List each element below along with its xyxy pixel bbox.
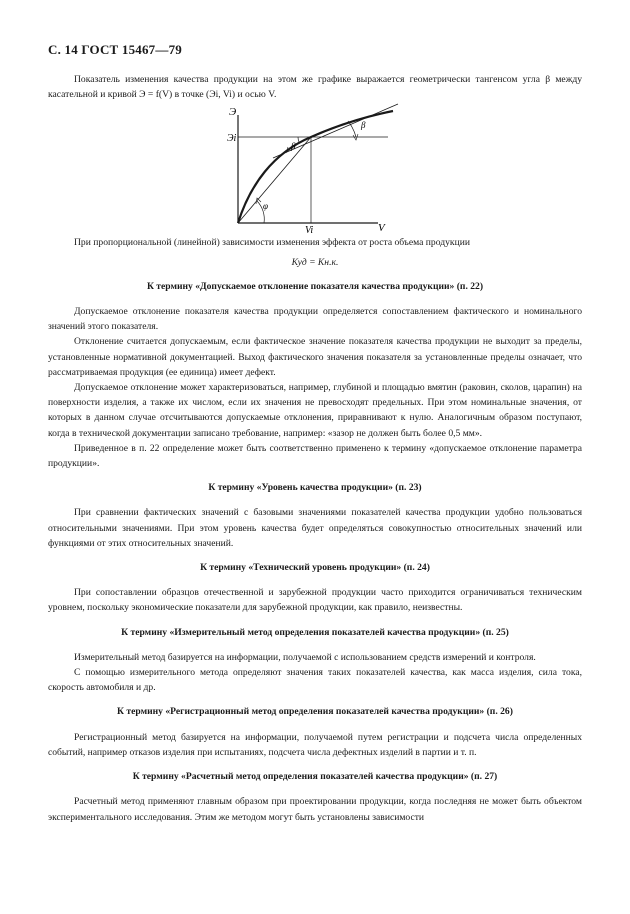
- section-heading-27: К термину «Расчетный метод определения показателей качества продукции» (п. 27): [132, 771, 498, 783]
- document-body: [48, 62, 582, 825]
- section-heading-23: К термину «Уровень качества продукции» (п. 23): [208, 482, 422, 494]
- beta-label-right: β: [361, 120, 366, 131]
- secant-line: [238, 137, 311, 223]
- section-22-paragraph: Допускаемое отклонение показателя качества продукции определяется сопоставлением фактического и номинального значений этого показателя.: [48, 306, 582, 333]
- linear-note-paragraph: При пропорциональной (линейной) зависимости изменения эффекта от роста объема продукции: [74, 237, 470, 249]
- section-26-paragraph: Регистрационный метод базируется на информации, получаемой путем регистрации и подсчета числа определенных событий, например отказов изделия при испытаниях, подсчета числа дефектных изделий в партии и т. п.: [48, 731, 582, 758]
- section-heading-26: К термину «Регистрационный метод определения показателей качества продукции» (п. 26): [117, 706, 513, 718]
- formula: Куд = Кн.к.: [291, 256, 339, 268]
- y-axis-label: Э: [229, 106, 237, 119]
- figure: [48, 105, 582, 235]
- section-22-paragraph: Допускаемое отклонение может характеризоваться, например, глубиной и площадью вмятин (раковин, сколов, царапин) на поверхности изделия, а также их числом, если их значения не превосходят предельных. При этом номинальные значения, от которых в данном случае отсчитываются допускаемые отклонения, приравнивают к нулю. Аналогичным образом поступают, когда в технической документации записано требование, например: «зазор не должен быть более 0,5 мм».: [48, 382, 582, 439]
- page-header: С. 14 ГОСТ 15467—79: [48, 42, 182, 57]
- beta-label-left: β: [291, 141, 296, 152]
- intro-paragraph: Показатель изменения качества продукции на этом же графике выражается геометрически тангенсом угла β между касательной и кривой Э = f(V) в точке (Эi, Vi) и осью V.: [48, 74, 582, 101]
- section-heading-24: К термину «Технический уровень продукции» (п. 24): [200, 562, 430, 574]
- section-27-paragraph: Расчетный метод применяют главным образом при проектировании продукции, когда последняя не может быть объектом экспериментального исследования. Этим же методом могут быть установлены зависимости: [48, 796, 582, 823]
- phi-label: φ: [263, 201, 268, 212]
- section-22-paragraph: Приведенное в п. 22 определение может быть соответственно применено к термину «допускаемое отклонение параметра продукции».: [48, 442, 582, 470]
- section-25-paragraph: С помощью измерительного метода определяют значения таких показателей качества, как масса изделия, сила тока, скорость автомобиля и др.: [48, 667, 582, 694]
- section-heading-22: К термину «Допускаемое отклонение показателя качества продукции» (п. 22): [146, 280, 484, 292]
- section-25-paragraph: Измерительный метод базируется на информации, получаемой с использованием средств измерений и контроля.: [74, 651, 536, 663]
- x-point-label: Vi: [305, 225, 314, 237]
- effect-volume-graph: [228, 105, 418, 235]
- x-axis-label: V: [378, 222, 385, 235]
- section-24-paragraph: При сопоставлении образцов отечественной и зарубежной продукции часто приходится ограничиваться техническим уровнем, поскольку экономические показатели для зарубежной продукции, как правило, неизвестны.: [48, 587, 582, 614]
- y-point-label: Эi: [227, 133, 237, 145]
- beta-arc-left: [298, 137, 299, 142]
- section-23-paragraph: При сравнении фактических значений с базовыми значениями показателей качества продукции удобно пользоваться относительными значениями. При этом уровень качества будет определяться совокупностью относительных значений или функциями от этих относительных значений.: [48, 507, 582, 549]
- section-heading-25: К термину «Измерительный метод определения показателей качества продукции» (п. 25): [121, 626, 509, 638]
- section-22-paragraph: Отклонение считается допускаемым, если фактическое значение показателя качества продукции не выходит за пределы, установленные нормативной документацией. Выход фактического значения показателя за установленные пределы означает, что рассматриваемая продукция (ее единица) имеет дефект.: [48, 336, 582, 378]
